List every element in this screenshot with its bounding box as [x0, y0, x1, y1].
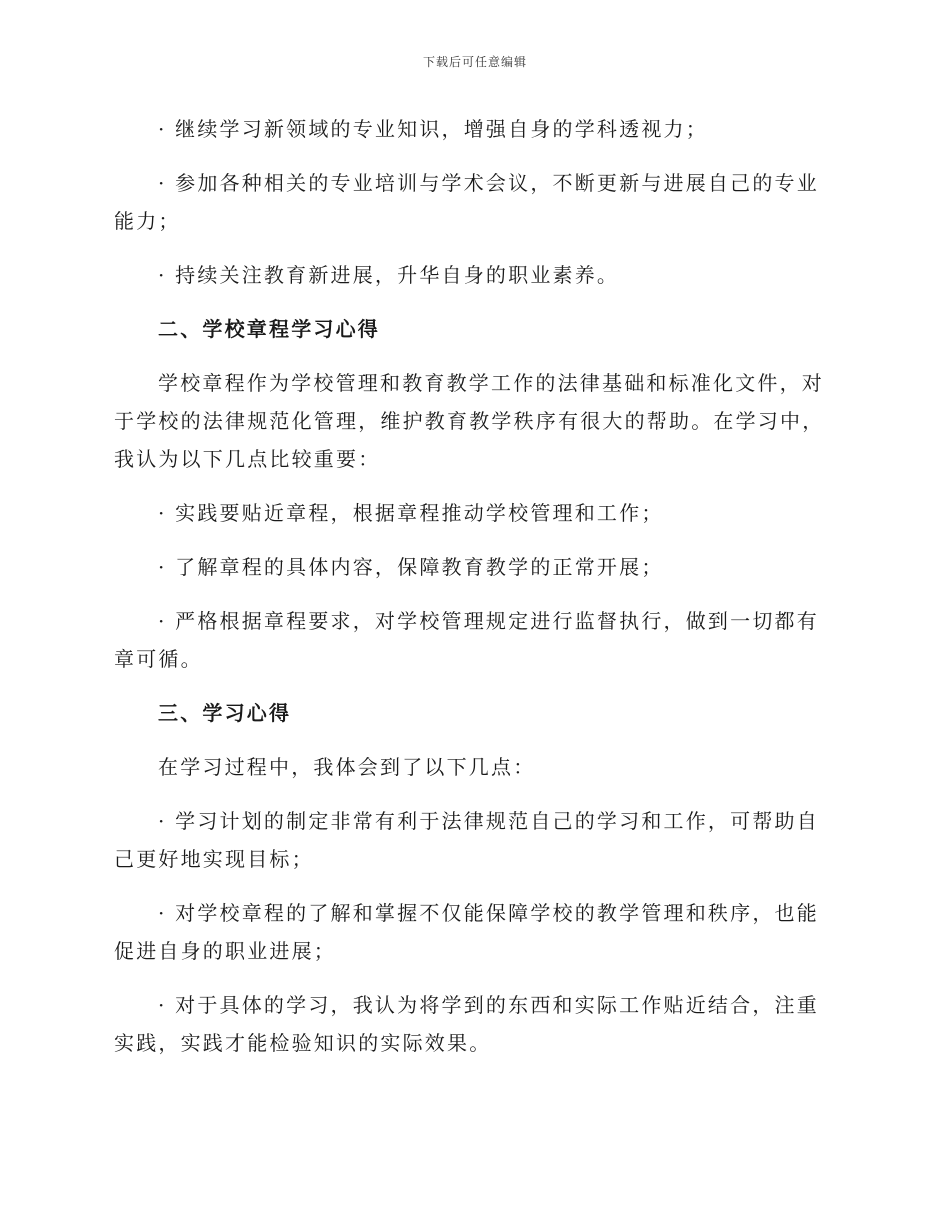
bullet-item: · 严格根据章程要求，对学校管理规定进行监督执行，做到一切都有章可循。: [114, 609, 819, 671]
bullet-item: · 持续关注教育新进展，升华自身的职业素养。: [158, 263, 620, 287]
bullet-item: · 参加各种相关的专业培训与学术会议，不断更新与进展自己的专业能力；: [114, 171, 819, 233]
bullet-item: · 继续学习新领域的专业知识，增强自身的学科透视力；: [158, 117, 708, 141]
section-heading: 三、学习心得: [158, 701, 292, 725]
bullet-item: · 学习计划的制定非常有利于法律规范自己的学习和工作，可帮助自己更好地实现目标；: [114, 809, 819, 871]
bullet-item: · 实践要贴近章程，根据章程推动学校管理和工作；: [158, 501, 664, 525]
bullet-item: · 了解章程的具体内容，保障教育教学的正常开展；: [158, 555, 664, 579]
document-body: [114, 110, 826, 1078]
body-paragraph: 在学习过程中，我体会到了以下几点：: [158, 755, 536, 779]
page-header: 下载后可任意编辑: [422, 55, 527, 69]
bullet-item: · 对于具体的学习，我认为将学到的东西和实际工作贴近结合，注重实践，实践才能检验知识的实际效果。: [114, 993, 819, 1055]
section-heading: 二、学校章程学习心得: [158, 317, 380, 341]
body-paragraph: 学校章程作为学校管理和教育教学工作的法律基础和标准化文件，对于学校的法律规范化管理，维护教育教学秩序有很大的帮助。在学习中，我认为以下几点比较重要：: [114, 371, 825, 471]
bullet-item: · 对学校章程的了解和掌握不仅能保障学校的教学管理和秩序，也能促进自身的职业进展；: [114, 901, 819, 963]
